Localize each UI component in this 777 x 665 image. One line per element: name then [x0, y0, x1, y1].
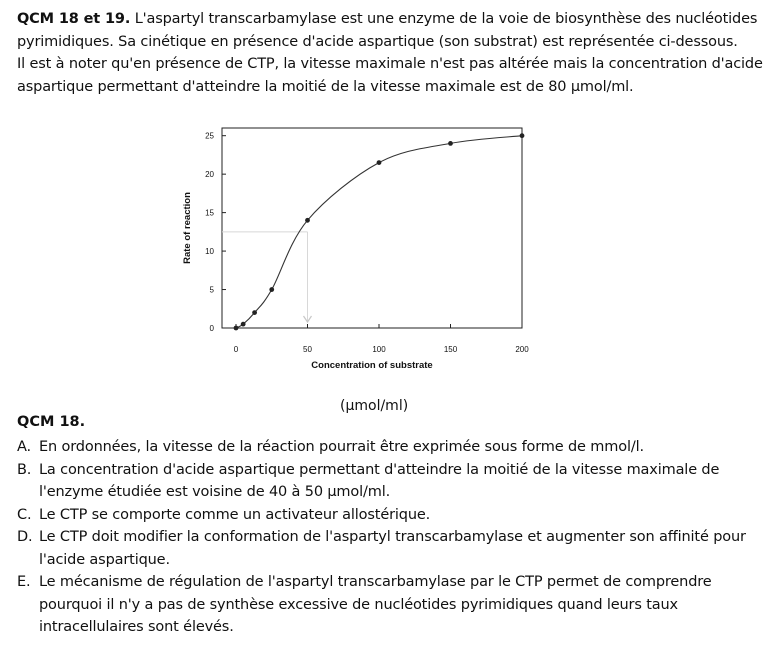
intro-line-3: Il est à noter qu'en présence de CTP, la vitesse maximale n'est pas altérée mais la concentration d'acide	[17, 56, 763, 72]
intro-line-1-text: L'aspartyl transcarbamylase est une enzyme de la voie de biosynthèse des nucléotides	[130, 11, 758, 27]
y-tick-label-3: 15	[205, 208, 214, 218]
y-axis-ticks	[205, 132, 226, 333]
y-axis-label: Rate of reaction	[182, 192, 193, 264]
question-options	[17, 436, 762, 639]
x-tick-label-2: 100	[372, 345, 386, 354]
unit-label: (µmol/ml)	[340, 398, 409, 414]
option-a-text: En ordonnées, la vitesse de la réaction pourrait être exprimée sous forme de mmol/l.	[39, 439, 644, 455]
x-tick-label-0: 0	[233, 345, 239, 354]
x-tick-label-1: 50	[303, 345, 312, 354]
option-d	[17, 526, 762, 571]
option-e	[17, 571, 762, 639]
intro-heading: QCM 18 et 19.	[17, 11, 131, 27]
data-point-4	[305, 218, 310, 223]
y-tick-label-0: 0	[209, 324, 214, 333]
option-a-label: A.	[17, 439, 31, 455]
question-title: QCM 18.	[17, 414, 86, 430]
data-point-5	[377, 160, 382, 165]
data-point-7	[520, 133, 525, 138]
option-a	[17, 436, 762, 459]
y-tick-label-4: 20	[205, 170, 214, 180]
data-point-3	[269, 287, 274, 292]
option-b-text: La concentration d'acide aspartique permettant d'atteindre la moitié de la vitesse maximale de l'enzyme étudiée est voisine de 40 à 50 µmol/ml.	[39, 461, 720, 500]
option-e-label: E.	[17, 574, 31, 590]
data-point-6	[448, 141, 453, 146]
intro-line-1	[17, 8, 767, 31]
y-tick-label-1: 5	[209, 285, 214, 295]
x-axis-label: Concentration of substrate	[311, 360, 433, 371]
intro-line-4: aspartique permettant d'atteindre la moitié de la vitesse maximale est de 80 µmol/ml.	[17, 78, 634, 95]
option-b	[17, 459, 762, 504]
y-tick-label-2: 10	[205, 247, 214, 257]
data-point-2	[252, 310, 257, 315]
option-d-text: Le CTP doit modifier la conformation de l'aspartyl transcarbamylase et augmenter son affinité pour l'acide aspartique.	[39, 529, 746, 568]
option-b-label: B.	[17, 461, 32, 478]
option-c-label: C.	[17, 506, 32, 523]
option-c-text: Le CTP se comporte comme un activateur allostérique.	[39, 506, 431, 523]
y-tick-label-5: 25	[205, 131, 214, 141]
kinetics-chart	[170, 118, 540, 380]
option-d-label: D.	[17, 529, 33, 545]
x-tick-label-3: 150	[443, 345, 458, 354]
data-point-1	[241, 322, 246, 327]
x-tick-label-4: 200	[515, 345, 529, 354]
option-e-text: Le mécanisme de régulation de l'aspartyl transcarbamylase par le CTP permet de comprendre pourquoi il n'y a pas de synthèse excessive de nucléotides pyrimidiques quand leurs taux intracellulaires sont élevés.	[39, 574, 712, 635]
data-point-0	[234, 326, 239, 331]
option-c	[17, 504, 762, 527]
guide-lines	[222, 232, 312, 322]
intro-text	[17, 8, 767, 98]
intro-line-2: pyrimidiques. Sa cinétique en présence d'acide aspartique (son substrat) est représentée ci-dessous.	[17, 33, 738, 50]
